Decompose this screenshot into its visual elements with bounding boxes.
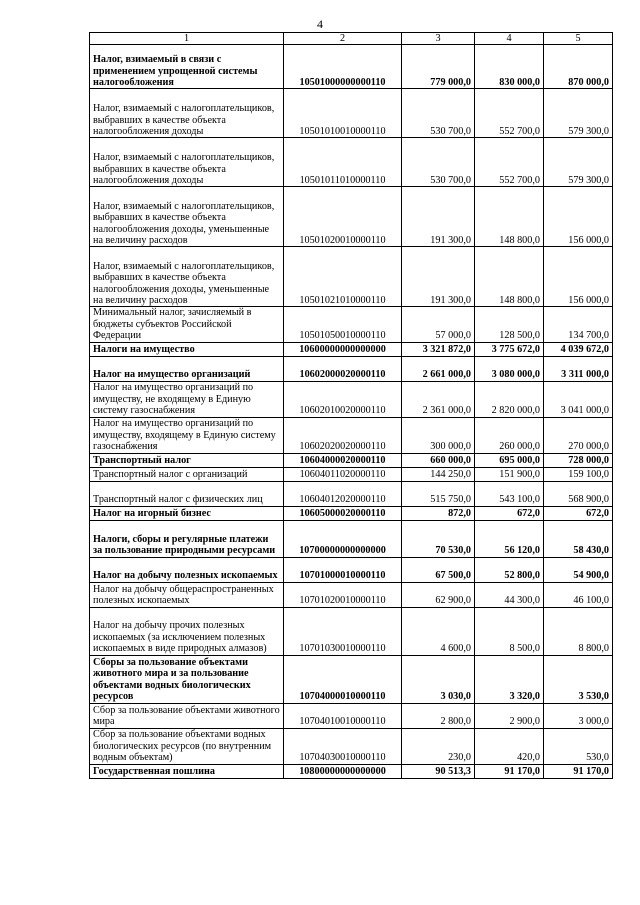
row-value-col3: 530 700,0: [402, 138, 475, 187]
row-code: 10704000010000110: [284, 655, 402, 703]
column-number-header-row: [90, 33, 613, 45]
row-value-col5: 4 039 672,0: [544, 342, 613, 356]
row-code: 10501011010000110: [284, 138, 402, 187]
row-value-col4: 552 700,0: [475, 89, 544, 138]
row-value-col5: 568 900,0: [544, 481, 613, 506]
column-header: 2: [284, 33, 402, 45]
revenue-table: [89, 32, 613, 779]
column-header: 1: [90, 33, 284, 45]
row-value-col4: 148 800,0: [475, 247, 544, 307]
row-value-col3: 779 000,0: [402, 45, 475, 89]
row-value-col4: 148 800,0: [475, 187, 544, 247]
row-value-col5: 579 300,0: [544, 89, 613, 138]
row-value-col3: 62 900,0: [402, 582, 475, 607]
row-value-col5: 156 000,0: [544, 187, 613, 247]
row-name: Транспортный налог с организаций: [90, 467, 284, 481]
page-number: 4: [317, 17, 323, 31]
row-code: 10501050010000110: [284, 307, 402, 342]
row-value-col3: 2 800,0: [402, 703, 475, 728]
table-row: [90, 481, 613, 506]
row-value-col4: 151 900,0: [475, 467, 544, 481]
row-name: Сбор за пользование объектами животного мира: [90, 703, 284, 728]
row-value-col5: 159 100,0: [544, 467, 613, 481]
row-code: 10501021010000110: [284, 247, 402, 307]
row-value-col5: 870 000,0: [544, 45, 613, 89]
row-code: 10701020010000110: [284, 582, 402, 607]
row-value-col4: 3 080 000,0: [475, 356, 544, 381]
table-row: [90, 356, 613, 381]
row-value-col4: 695 000,0: [475, 453, 544, 467]
table-row: [90, 520, 613, 557]
row-value-col3: 2 361 000,0: [402, 381, 475, 417]
row-code: 10704030010000110: [284, 728, 402, 764]
row-value-col4: 3 320,0: [475, 655, 544, 703]
row-value-col3: 191 300,0: [402, 247, 475, 307]
table-row: [90, 703, 613, 728]
row-value-col4: 44 300,0: [475, 582, 544, 607]
row-name: Налог на имущество организаций: [90, 356, 284, 381]
column-header: 5: [544, 33, 613, 45]
row-name: Налог на добычу полезных ископаемых: [90, 557, 284, 582]
table-row: [90, 557, 613, 582]
table-row: [90, 467, 613, 481]
row-code: 10605000020000110: [284, 506, 402, 520]
row-value-col4: 91 170,0: [475, 764, 544, 778]
row-value-col4: 260 000,0: [475, 417, 544, 453]
column-header: 4: [475, 33, 544, 45]
row-value-col3: 144 250,0: [402, 467, 475, 481]
row-value-col3: 4 600,0: [402, 607, 475, 655]
row-value-col3: 3 030,0: [402, 655, 475, 703]
row-name: Налог, взимаемый с налогоплательщиков, выбравших в качестве объекта налогообложения доходы: [90, 138, 284, 187]
row-name: Налог, взимаемый с налогоплательщиков, выбравших в качестве объекта налогообложения доходы, уменьшенные на величину расходов: [90, 247, 284, 307]
row-value-col3: 90 513,3: [402, 764, 475, 778]
row-code: 10604012020000110: [284, 481, 402, 506]
table-row: [90, 187, 613, 247]
row-value-col5: 530,0: [544, 728, 613, 764]
row-value-col4: 8 500,0: [475, 607, 544, 655]
table-row: [90, 728, 613, 764]
row-value-col3: 191 300,0: [402, 187, 475, 247]
row-code: 10700000000000000: [284, 520, 402, 557]
row-name: Налог на игорный бизнес: [90, 506, 284, 520]
row-value-col5: 134 700,0: [544, 307, 613, 342]
table-row: [90, 607, 613, 655]
table-row: [90, 764, 613, 778]
row-code: 10501020010000110: [284, 187, 402, 247]
row-value-col5: 728 000,0: [544, 453, 613, 467]
row-name: Минимальный налог, зачисляемый в бюджеты субъектов Российской Федерации: [90, 307, 284, 342]
row-value-col4: 672,0: [475, 506, 544, 520]
row-value-col5: 672,0: [544, 506, 613, 520]
row-value-col5: 46 100,0: [544, 582, 613, 607]
row-value-col4: 552 700,0: [475, 138, 544, 187]
row-value-col5: 270 000,0: [544, 417, 613, 453]
row-value-col5: 91 170,0: [544, 764, 613, 778]
row-name: Налог на имущество организаций по имуществу, входящему в Единую систему газоснабжения: [90, 417, 284, 453]
row-value-col4: 2 820 000,0: [475, 381, 544, 417]
table-row: [90, 89, 613, 138]
row-code: 10701000010000110: [284, 557, 402, 582]
row-code: 10701030010000110: [284, 607, 402, 655]
row-name: Транспортный налог: [90, 453, 284, 467]
row-value-col4: 543 100,0: [475, 481, 544, 506]
row-value-col4: 56 120,0: [475, 520, 544, 557]
row-value-col4: 128 500,0: [475, 307, 544, 342]
table-row: [90, 506, 613, 520]
table-row: [90, 342, 613, 356]
table-row: [90, 453, 613, 467]
row-value-col3: 660 000,0: [402, 453, 475, 467]
table-row: [90, 307, 613, 342]
table-row: [90, 45, 613, 89]
table-row: [90, 417, 613, 453]
row-name: Налог, взимаемый с налогоплательщиков, выбравших в качестве объекта налогообложения доходы, уменьшенные на величину расходов: [90, 187, 284, 247]
row-name: Налог, взимаемый с налогоплательщиков, выбравших в качестве объекта налогообложения доходы: [90, 89, 284, 138]
table-row: [90, 247, 613, 307]
row-value-col3: 2 661 000,0: [402, 356, 475, 381]
row-value-col4: 420,0: [475, 728, 544, 764]
row-name: Транспортный налог с физических лиц: [90, 481, 284, 506]
row-value-col3: 3 321 872,0: [402, 342, 475, 356]
row-code: 10600000000000000: [284, 342, 402, 356]
row-value-col3: 300 000,0: [402, 417, 475, 453]
row-value-col3: 57 000,0: [402, 307, 475, 342]
row-name: Сбор за пользование объектами водных биологических ресурсов (по внутренним водным объектам): [90, 728, 284, 764]
row-value-col5: 156 000,0: [544, 247, 613, 307]
row-code: 10604000020000110: [284, 453, 402, 467]
row-code: 10704010010000110: [284, 703, 402, 728]
row-value-col3: 70 530,0: [402, 520, 475, 557]
row-value-col5: 579 300,0: [544, 138, 613, 187]
row-code: 10800000000000000: [284, 764, 402, 778]
column-header: 3: [402, 33, 475, 45]
table-row: [90, 655, 613, 703]
table-row: [90, 381, 613, 417]
row-name: Налоги, сборы и регулярные платежи за пользование природными ресурсами: [90, 520, 284, 557]
row-value-col3: 530 700,0: [402, 89, 475, 138]
row-code: 10602000020000110: [284, 356, 402, 381]
row-value-col5: 3 311 000,0: [544, 356, 613, 381]
row-value-col3: 230,0: [402, 728, 475, 764]
row-name: Налог на имущество организаций по имуществу, не входящему в Единую систему газоснабжения: [90, 381, 284, 417]
row-name: Сборы за пользование объектами животного мира и за пользование объектами водных биологических ресурсов: [90, 655, 284, 703]
row-code: 10602010020000110: [284, 381, 402, 417]
row-value-col5: 3 041 000,0: [544, 381, 613, 417]
table-row: [90, 582, 613, 607]
row-code: 10501000000000110: [284, 45, 402, 89]
table-row: [90, 138, 613, 187]
row-value-col5: 3 530,0: [544, 655, 613, 703]
row-value-col5: 54 900,0: [544, 557, 613, 582]
row-code: 10602020020000110: [284, 417, 402, 453]
row-code: 10501010010000110: [284, 89, 402, 138]
row-name: Налог на добычу прочих полезных ископаемых (за исключением полезных ископаемых в виде природных алмазов): [90, 607, 284, 655]
row-value-col4: 52 800,0: [475, 557, 544, 582]
row-value-col5: 58 430,0: [544, 520, 613, 557]
row-name: Налог на добычу общераспространенных полезных ископаемых: [90, 582, 284, 607]
row-value-col4: 3 775 672,0: [475, 342, 544, 356]
row-name: Государственная пошлина: [90, 764, 284, 778]
row-value-col3: 67 500,0: [402, 557, 475, 582]
row-value-col4: 2 900,0: [475, 703, 544, 728]
row-code: 10604011020000110: [284, 467, 402, 481]
row-name: Налог, взимаемый в связи с применением упрощенной системы налогообложения: [90, 45, 284, 89]
row-value-col3: 515 750,0: [402, 481, 475, 506]
row-value-col3: 872,0: [402, 506, 475, 520]
row-name: Налоги на имущество: [90, 342, 284, 356]
row-value-col4: 830 000,0: [475, 45, 544, 89]
row-value-col5: 3 000,0: [544, 703, 613, 728]
row-value-col5: 8 800,0: [544, 607, 613, 655]
